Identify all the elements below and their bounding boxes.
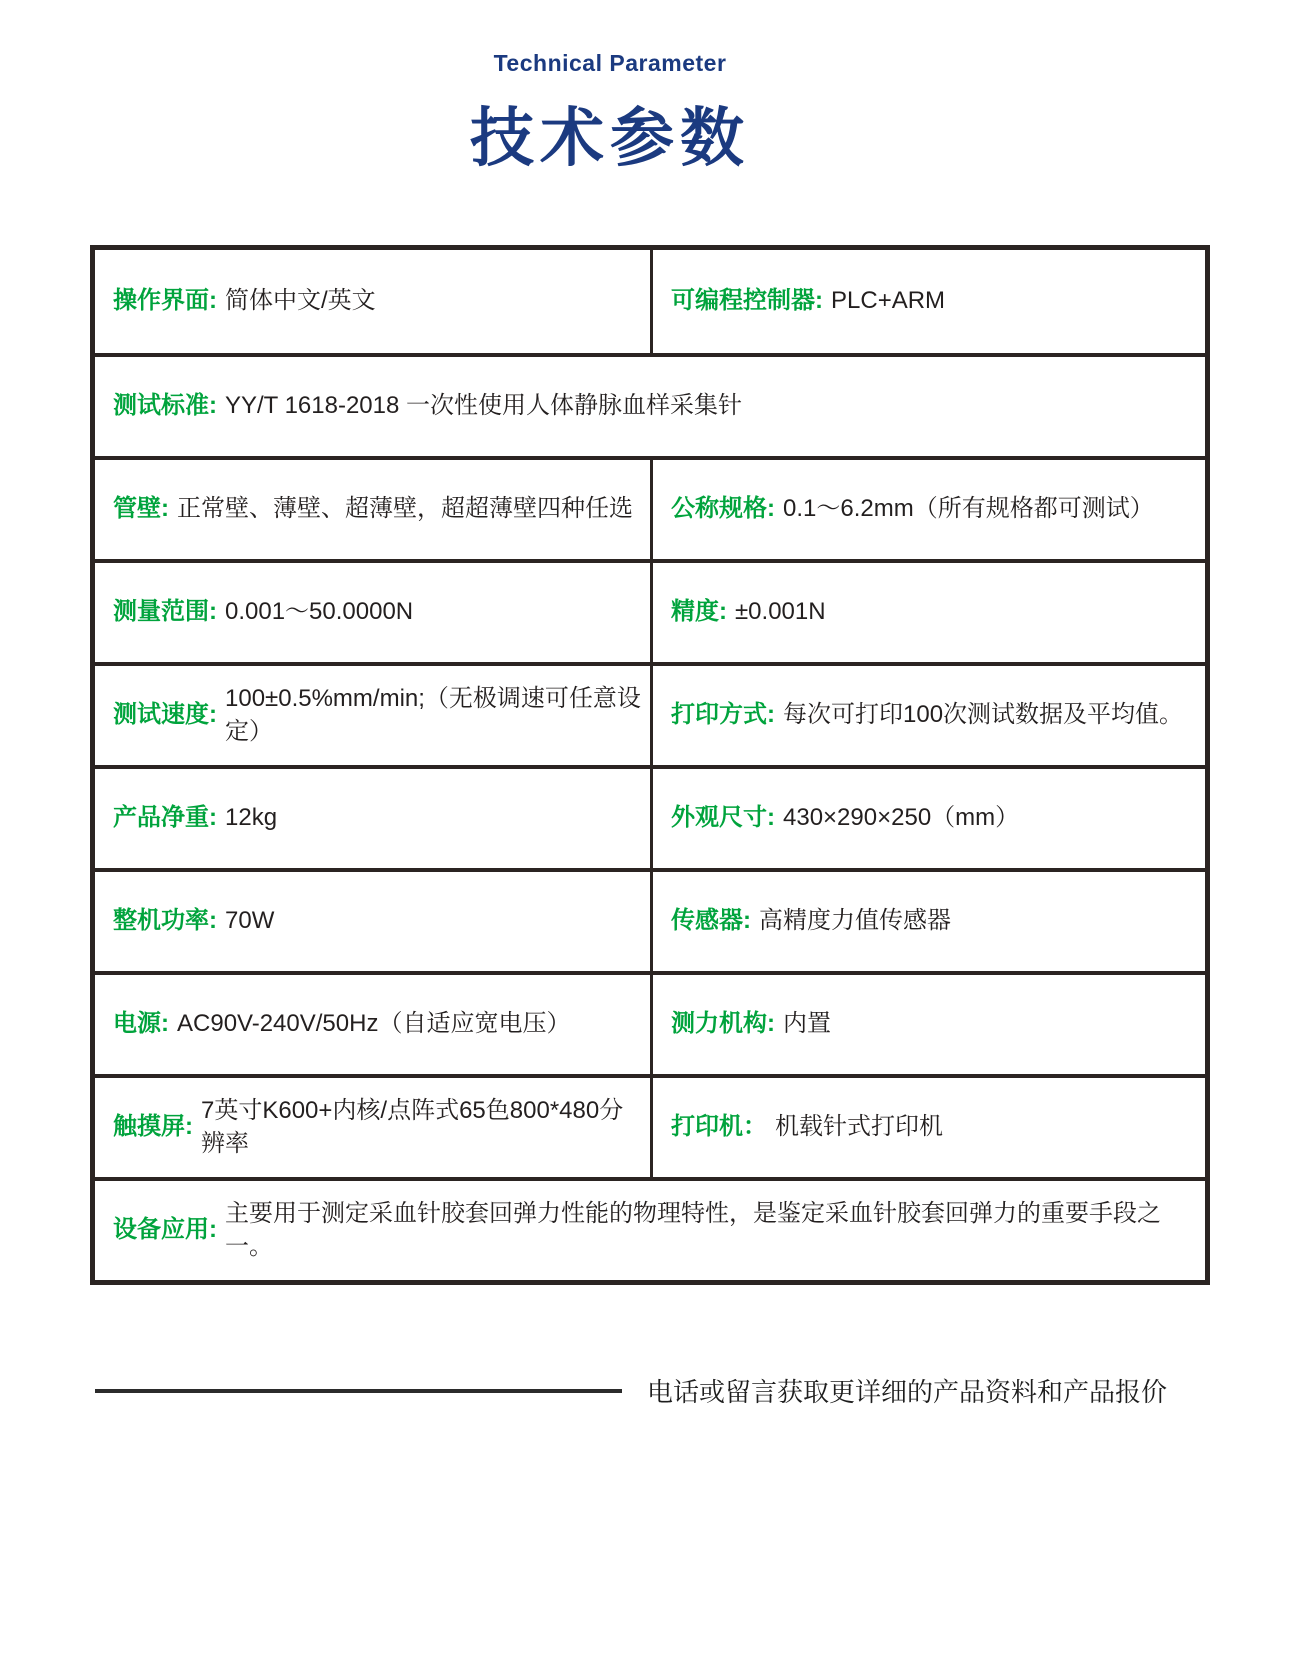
table-row [95, 559, 1205, 662]
param-label: 精度: [671, 598, 727, 626]
param-value: AC90V-240V/50Hz（自适应宽电压） [177, 1010, 571, 1038]
param-label: 传感器: [671, 907, 751, 935]
param-label: 测试标准: [113, 392, 217, 420]
param-value: 0.1～6.2mm（所有规格都可测试） [783, 495, 1154, 523]
subtitle-english: Technical Parameter [493, 50, 727, 76]
param-cell-print-mode [650, 666, 1205, 765]
table-row [95, 971, 1205, 1074]
param-cell-net-weight [95, 769, 650, 868]
param-value: 高精度力值传感器 [759, 907, 951, 935]
param-value: 12kg [225, 804, 278, 832]
param-value: 7英寸K600+内核/点阵式65色800*480分辨率 [201, 1097, 624, 1157]
param-cell-power-supply [95, 975, 650, 1074]
param-label: 触摸屏: [113, 1113, 193, 1141]
param-value: YY/T 1618-2018 一次性使用人体静脉血样采集针 [225, 392, 743, 420]
param-cell-test-standard [95, 357, 1205, 456]
param-cell-measure-range [95, 563, 650, 662]
param-cell-force-mechanism [650, 975, 1205, 1074]
param-label: 测力机构: [671, 1010, 775, 1038]
param-cell-programmable-controller [650, 250, 1205, 353]
param-cell-dimensions [650, 769, 1205, 868]
param-label: 设备应用: [113, 1216, 217, 1244]
param-label: 操作界面: [113, 287, 217, 315]
param-value: 内置 [783, 1010, 831, 1038]
page-title: 技术参数 [470, 102, 750, 174]
page-header [0, 0, 1220, 179]
table-row [95, 1074, 1205, 1177]
param-value: 每次可打印100次测试数据及平均值。 [783, 701, 1184, 729]
technical-parameter-table [90, 245, 1210, 1285]
param-label: 整机功率: [113, 907, 217, 935]
footer [95, 1372, 1205, 1409]
param-label: 管壁: [113, 495, 169, 523]
param-value: ±0.001N [735, 598, 826, 626]
param-value: 主要用于测定采血针胶套回弹力性能的物理特性，是鉴定采血针胶套回弹力的重要手段之一。 [225, 1200, 1161, 1260]
param-value: 简体中文/英文 [225, 287, 376, 315]
table-row [95, 456, 1205, 559]
table-row [95, 353, 1205, 456]
param-label: 电源: [113, 1010, 169, 1038]
table-row [95, 868, 1205, 971]
param-cell-sensor [650, 872, 1205, 971]
param-cell-test-speed [95, 666, 650, 765]
param-cell-printer [650, 1078, 1205, 1177]
param-value: 430×290×250（mm） [783, 804, 1020, 832]
param-value: 100±0.5%mm/min;（无极调速可任意设定） [225, 685, 641, 745]
table-row [95, 765, 1205, 868]
footer-contact-note: 电话或留言获取更详细的产品资料和产品报价 [647, 1377, 1168, 1407]
param-value: 0.001～50.0000N [225, 598, 414, 626]
param-cell-nominal-spec [650, 460, 1205, 559]
table-row [95, 250, 1205, 353]
param-label: 打印机： [671, 1113, 767, 1141]
param-value: 70W [225, 907, 275, 935]
param-cell-device-application [95, 1181, 1205, 1280]
param-cell-accuracy [650, 563, 1205, 662]
param-value: 机载针式打印机 [775, 1113, 943, 1141]
param-cell-touch-screen [95, 1078, 650, 1177]
param-label: 公称规格: [671, 495, 775, 523]
param-label: 可编程控制器: [671, 287, 823, 315]
param-cell-tube-wall [95, 460, 650, 559]
param-cell-operation-interface [95, 250, 650, 353]
param-label: 产品净重: [113, 804, 217, 832]
param-value: 正常壁、薄壁、超薄壁，超超薄壁四种任选 [177, 495, 633, 523]
table-row [95, 1177, 1205, 1280]
param-label: 外观尺寸: [671, 804, 775, 832]
param-label: 测量范围: [113, 598, 217, 626]
table-row [95, 662, 1205, 765]
param-label: 打印方式: [671, 701, 775, 729]
param-value: PLC+ARM [831, 287, 946, 315]
footer-divider-line [95, 1389, 622, 1393]
param-cell-total-power [95, 872, 650, 971]
param-label: 测试速度: [113, 701, 217, 729]
